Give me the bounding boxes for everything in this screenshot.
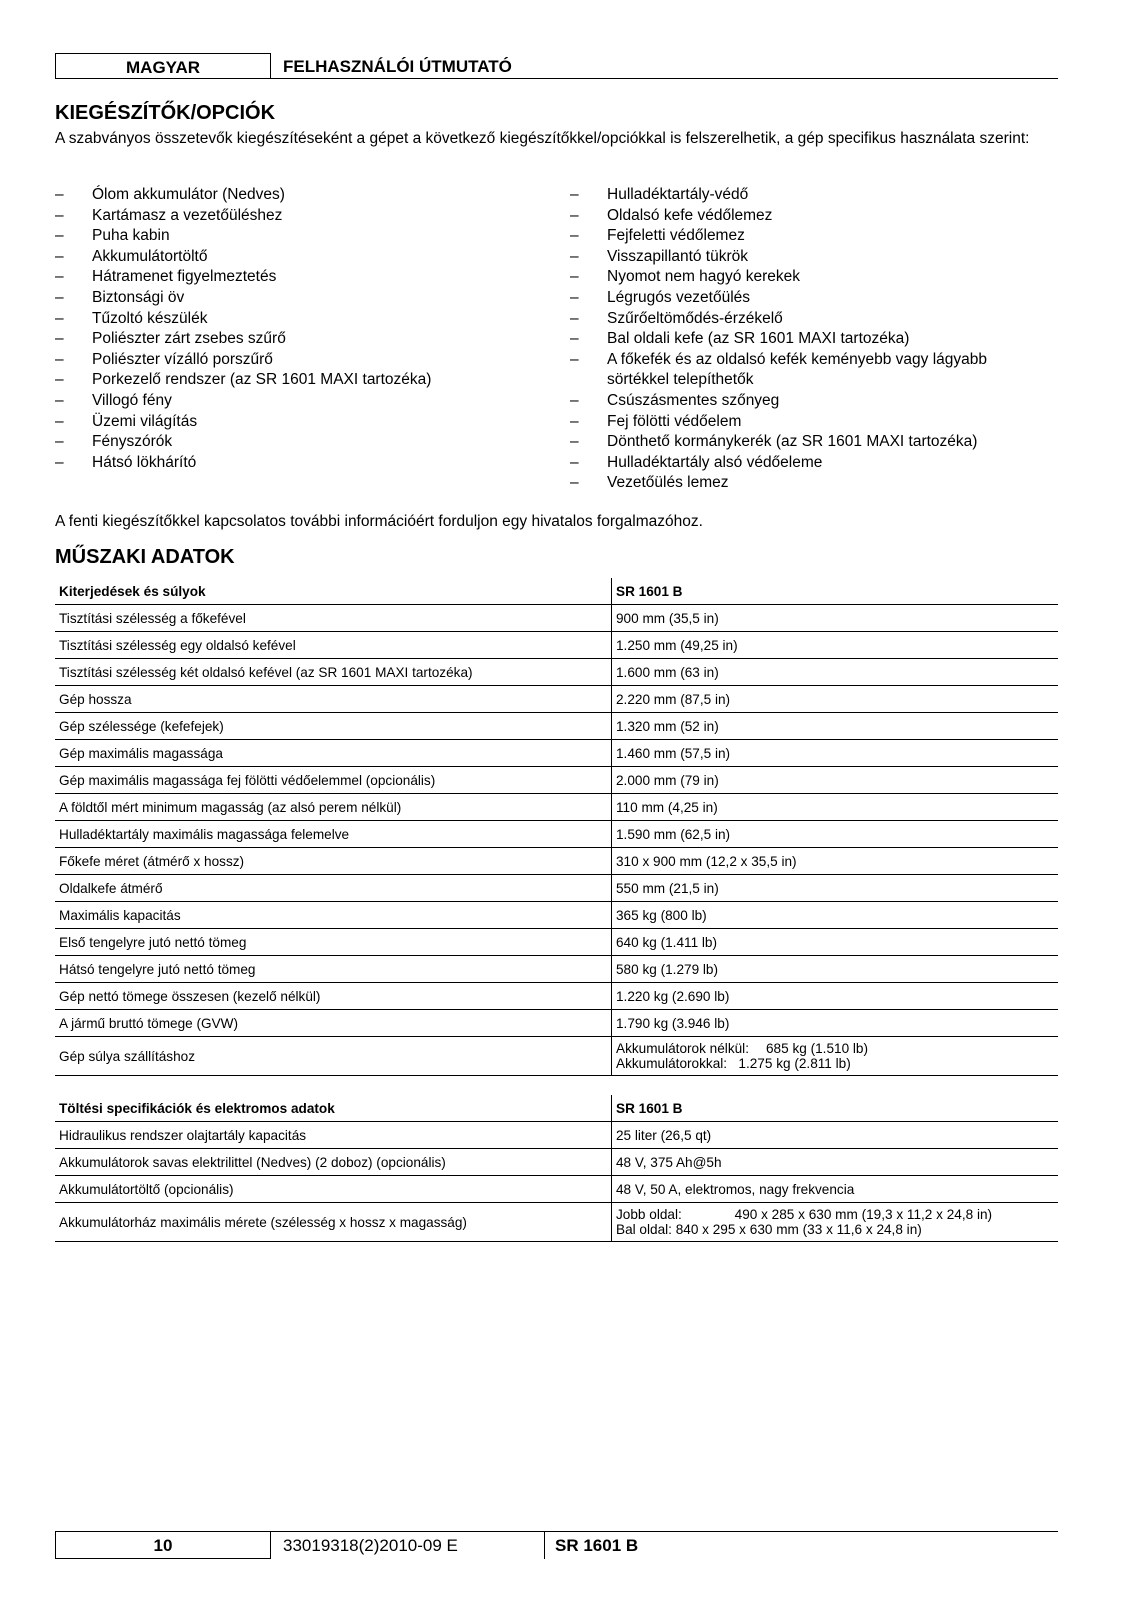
accessories-heading: KIEGÉSZÍTŐK/OPCIÓK [55,102,276,124]
table-cell: Gép nettó tömege összesen (kezelő nélkül) [55,983,612,1010]
list-item: – Szűrőeltömődés-érzékelő [570,309,1030,330]
list-item: – Fényszórók [55,432,525,453]
list-item: – Hulladéktartály-védő [570,185,1030,206]
table-cell: 310 x 900 mm (12,2 x 35,5 in) [612,848,1059,875]
table-row [55,686,1058,713]
table-row [55,740,1058,767]
list-item: – Ólom akkumulátor (Nedves) [55,185,525,206]
table-cell [612,1037,1059,1076]
table-cell: Tisztítási szélesség egy oldalsó kefével [55,632,612,659]
table-row [55,1203,1058,1242]
accessories-intro: A szabványos összetevők kiegészítéseként a gépet a következő kiegészítőkkel/opciókkal is felszerelhetik, a gép specifikus használata szerint: [55,130,1030,147]
list-item: – Dönthető kormánykerék (az SR 1601 MAXI tartozéka) [570,432,1030,453]
document-code: 33019318(2)2010-09 E [283,1536,458,1555]
table-header-cell: SR 1601 B [612,578,1059,605]
table-cell: Gép hossza [55,686,612,713]
dimensions-table [55,578,1058,1076]
list-item: – Poliészter vízálló porszűrő [55,350,525,371]
accessories-list-right [570,185,1030,494]
list-item: – Hulladéktartály alsó védőeleme [570,453,1030,474]
transport-with-label: Akkumulátorokkal: [616,1056,728,1071]
list-item: – Bal oldali kefe (az SR 1601 MAXI tartozéka) [570,329,1030,350]
table-cell: Gép maximális magassága [55,740,612,767]
transport-with-value: 1.275 kg (2.811 lb) [738,1056,851,1071]
table-cell: 48 V, 50 A, elektromos, nagy frekvencia [612,1176,1059,1203]
list-item: – Puha kabin [55,226,525,247]
table-row [55,1037,1058,1076]
table-cell: 900 mm (35,5 in) [612,605,1059,632]
table-cell: Gép maximális magassága fej fölötti védőelemmel (opcionális) [55,767,612,794]
list-item: – Oldalsó kefe védőlemez [570,206,1030,227]
table-cell: 2.220 mm (87,5 in) [612,686,1059,713]
table-cell: 1.600 mm (63 in) [612,659,1059,686]
table-cell: Akkumulátorház maximális mérete (szélesség x hossz x magasság) [55,1203,612,1242]
list-item: – Kartámasz a vezetőüléshez [55,206,525,227]
list-item: – Akkumulátortöltő [55,247,525,268]
list-item: – Üzemi világítás [55,412,525,433]
table-row [55,1010,1058,1037]
table-cell: 580 kg (1.279 lb) [612,956,1059,983]
table-header-cell: Kiterjedések és súlyok [55,578,612,605]
table-cell: Főkefe méret (átmérő x hossz) [55,848,612,875]
table-cell: Tisztítási szélesség a főkefével [55,605,612,632]
table-row [55,605,1058,632]
page-header [55,53,1058,80]
table-row [55,1122,1058,1149]
list-item: – Porkezelő rendszer (az SR 1601 MAXI tartozéka) [55,370,525,391]
table-cell: Hidraulikus rendszer olajtartály kapacitás [55,1122,612,1149]
table-cell: 365 kg (800 lb) [612,902,1059,929]
specs-heading: MŰSZAKI ADATOK [55,546,235,568]
list-item: – Poliészter zárt zsebes szűrő [55,329,525,350]
table-cell: Gép szélessége (kefefejek) [55,713,612,740]
transport-without-value: 685 kg (1.510 lb) [766,1041,869,1056]
list-item: – Visszapillantó tükrök [570,247,1030,268]
table-cell: A földtől mért minimum magasság (az alsó perem nélkül) [55,794,612,821]
table-cell: A jármű bruttó tömege (GVW) [55,1010,612,1037]
list-item: – Hátsó lökhárító [55,453,525,474]
table-cell: 1.590 mm (62,5 in) [612,821,1059,848]
table-row [55,767,1058,794]
list-item: – Csúszásmentes szőnyeg [570,391,1030,412]
transport-without-label: Akkumulátorok nélkül: [616,1041,749,1056]
accessories-note: A fenti kiegészítőkkel kapcsolatos további információért forduljon egy hivatalos forgalmazóhoz. [55,513,703,530]
table-row [55,1149,1058,1176]
battery-left-line: Bal oldal: 840 x 295 x 630 mm (33 x 11,6 x 24,8 in) [616,1222,922,1237]
table-cell: Maximális kapacitás [55,902,612,929]
header-language: MAGYAR [55,53,271,79]
table-row [55,983,1058,1010]
table-row [55,875,1058,902]
page-footer [55,1531,1058,1559]
footer-separator [544,1532,545,1559]
table-cell: 110 mm (4,25 in) [612,794,1059,821]
table-header-row [55,1095,1058,1122]
table-cell: 2.000 mm (79 in) [612,767,1059,794]
table-row [55,902,1058,929]
table-cell: Akkumulátorok savas elektrilittel (Nedves) (2 doboz) (opcionális) [55,1149,612,1176]
list-item: – Fejfeletti védőlemez [570,226,1030,247]
table-row [55,659,1058,686]
table-cell: Tisztítási szélesség két oldalsó kefével (az SR 1601 MAXI tartozéka) [55,659,612,686]
table-header-cell: Töltési specifikációk és elektromos adatok [55,1095,612,1122]
table-row [55,848,1058,875]
table-cell: 1.250 mm (49,25 in) [612,632,1059,659]
table-row [55,956,1058,983]
table-cell: 1.320 mm (52 in) [612,713,1059,740]
table-cell: Gép súlya szállításhoz [55,1037,612,1076]
table-row [55,713,1058,740]
table-cell [612,1203,1059,1242]
list-item: – Vezetőülés lemez [570,473,1030,494]
list-item: – Tűzoltó készülék [55,309,525,330]
list-item: – A főkefék és az oldalsó kefék keményebb vagy lágyabb sörtékkel telepíthetők [570,350,1030,391]
list-item: – Fej fölötti védőelem [570,412,1030,433]
table-cell: Hátsó tengelyre jutó nettó tömeg [55,956,612,983]
accessories-list-left [55,185,525,473]
list-item: – Hátramenet figyelmeztetés [55,267,525,288]
table-cell: Első tengelyre jutó nettó tömeg [55,929,612,956]
table-cell: 1.790 kg (3.946 lb) [612,1010,1059,1037]
table-cell: Hulladéktartály maximális magassága felemelve [55,821,612,848]
battery-right-value: 490 x 285 x 630 mm (19,3 x 11,2 x 24,8 in) [734,1207,993,1222]
table-cell: 550 mm (21,5 in) [612,875,1059,902]
table-header-row [55,578,1058,605]
battery-right-label: Jobb oldal: [616,1207,682,1222]
table-cell: 1.220 kg (2.690 lb) [612,983,1059,1010]
table-header-cell: SR 1601 B [612,1095,1059,1122]
table-cell: Oldalkefe átmérő [55,875,612,902]
footer-model: SR 1601 B [555,1536,639,1555]
table-cell: Akkumulátortöltő (opcionális) [55,1176,612,1203]
table-cell: 1.460 mm (57,5 in) [612,740,1059,767]
table-cell: 48 V, 375 Ah@5h [612,1149,1059,1176]
table-row [55,929,1058,956]
header-title: FELHASZNÁLÓI ÚTMUTATÓ [283,57,512,76]
list-item: – Villogó fény [55,391,525,412]
header-rule [271,78,1058,79]
page-number: 10 [55,1532,271,1559]
list-item: – Biztonsági öv [55,288,525,309]
table-row [55,1176,1058,1203]
list-item: – Légrugós vezetőülés [570,288,1030,309]
table-row [55,632,1058,659]
table-cell: 640 kg (1.411 lb) [612,929,1059,956]
table-cell: 25 liter (26,5 qt) [612,1122,1059,1149]
electrical-table [55,1095,1058,1242]
list-item: – Nyomot nem hagyó kerekek [570,267,1030,288]
table-row [55,821,1058,848]
table-row [55,794,1058,821]
